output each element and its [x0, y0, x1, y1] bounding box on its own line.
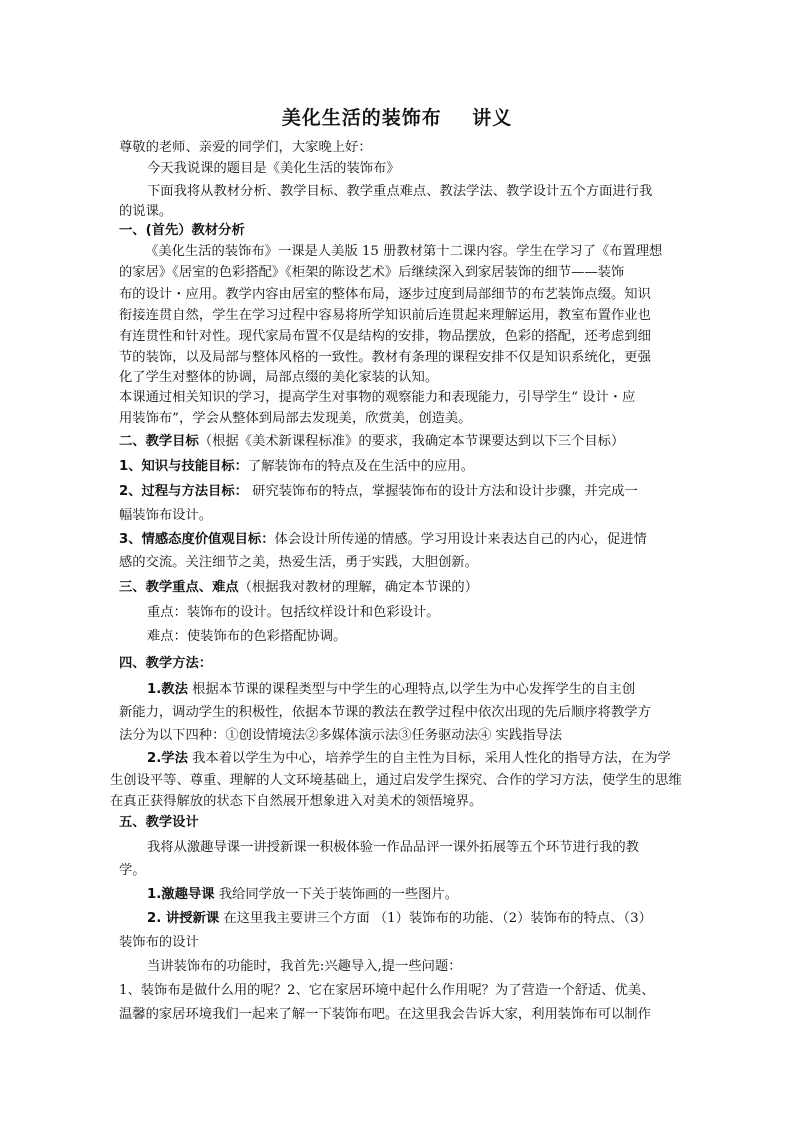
document-title: 美化生活的装饰布 讲义 — [281, 107, 513, 129]
analysis-line-8: 本课通过相关知识的学习，提高学生对事物的观察能力和表现能力，引导学生“ 设计・应 — [119, 390, 636, 405]
method-2-cont-1: 生创设平等、尊重、理解的人文环境基础上，通过启发学生探究、合作的学习方法，使学生的思维 — [110, 773, 682, 788]
method-1-cont-2: 法分为以下四种：①创设情境法②多媒体演示法③任务驱动法④ 实践指导法 — [119, 728, 563, 743]
design-step-1-text: 我给同学放一下关于装饰画的一些图片。 — [214, 887, 459, 902]
analysis-line-2: 的家居》《居室的色彩搭配》《柜架的陈设艺术》后继续深入到家居装饰的细节——装饰 — [119, 265, 625, 280]
design-step-2-cont: 装饰布的设计 — [119, 935, 199, 950]
design-intro-2: 学。 — [119, 863, 146, 878]
method-2-text: 我本着以学生为中心，培养学生的自主性为目标，采用人性化的指导方法，在为学 — [187, 751, 671, 766]
method-2-label: 2.学法 — [147, 751, 188, 766]
section-heading-4: 四、教学方法： — [119, 656, 213, 671]
design-step-2-label: 2. 讲授新课 — [147, 911, 220, 926]
key-point: 重点：装饰布的设计。包括纹样设计和色彩设计。 — [147, 605, 440, 620]
method-1-text: 根据本节课的课程类型与中学生的心理特点,以学生为中心发挥学生的自主创 — [187, 682, 636, 697]
method-1 — [147, 681, 635, 699]
goal-2-text: 研究装饰布的特点，掌握装饰布的设计方法和设计步骤，并完成一 — [247, 484, 638, 499]
method-1-label: 1.教法 — [147, 682, 188, 697]
design-intro-1: 我将从激趣导课一讲授新课一积极体验一作品品评一课外拓展等五个环节进行我的教 — [147, 840, 639, 855]
intro-line-2: 的说课。 — [119, 204, 173, 219]
method-2-cont-2: 在真正获得解放的状态下自然展开想象进入对美术的领悟境界。 — [110, 794, 483, 809]
section-heading-1: 一、(首先）教材分析 — [119, 223, 245, 238]
section-heading-2 — [119, 433, 624, 451]
hard-point: 难点：使装饰布的色彩搭配协调。 — [147, 629, 347, 644]
greeting: 尊敬的老师、亲爱的同学们，大家晚上好： — [119, 140, 372, 155]
analysis-line-6: 节的装饰，以及局部与整体风格的一致性。教材有条理的课程安排不仅是知识系统化，更强 — [119, 350, 651, 365]
intro-line-1: 下面我将从教材分析、教学目标、教学重点难点、教法学法、教学设计五个方面进行我 — [147, 184, 653, 199]
analysis-line-7: 化了学生对整体的协调，局部点缀的美化家装的认知。 — [119, 370, 439, 385]
goal-2-cont: 幅装饰布设计。 — [119, 508, 213, 523]
analysis-line-5: 有连贯性和针对性。现代家局布置不仅是结构的安排，物品摆放，色彩的搭配，还考虑到细 — [119, 329, 651, 344]
goal-1 — [119, 458, 474, 476]
goal-3-cont: 感的交流。关注细节之美，热爱生活，勇于实践，大胆创新。 — [119, 555, 479, 570]
design-step-1-label: 1.激趣导课 — [147, 887, 215, 902]
goal-1-label: 1、知识与技能目标： — [119, 459, 248, 474]
goal-2 — [119, 483, 638, 501]
analysis-line-4: 衔接连贯自然，学生在学习过程中容易将所学知识前后连贯起来理解运用，教室布置作业也 — [119, 308, 651, 323]
goal-3-label: 3、情感态度价值观目标： — [119, 532, 275, 547]
section-heading-2-note: （根据《美术新课程标准》的要求，我确定本节课要达到以下三个目标） — [198, 434, 625, 449]
section-heading-3 — [119, 579, 478, 597]
section-heading-5: 五、教学设计 — [119, 815, 199, 830]
section-heading-2-bold: 二、教学目标 — [119, 434, 199, 449]
design-step-2 — [147, 910, 652, 928]
analysis-line-1: 《美化生活的装饰布》一课是人美版 15 册教材第十二课内容。学生在学习了《布置理想 — [145, 244, 663, 259]
topic-line: 今天我说课的题目是《美化生活的装饰布》 — [147, 161, 400, 176]
goal-3 — [119, 531, 647, 549]
goal-2-label: 2、过程与方法目标： — [119, 484, 248, 499]
question-line-2: 温馨的家居环境我们一起来了解一下装饰布吧。在这里我会告诉大家，利用装饰布可以制作 — [119, 1007, 651, 1022]
section-heading-3-note: （根据我对教材的理解，确定本节课的） — [238, 580, 479, 595]
method-1-cont-1: 新能力，调动学生的积极性，依据本节课的教法在教学过程中依次出现的先后顺序将教学方 — [119, 705, 651, 720]
section-heading-3-bold: 三、教学重点、难点 — [119, 580, 239, 595]
design-function-line: 当讲装饰布的功能时，我首先:兴趣导入,提一些问题： — [147, 959, 462, 974]
analysis-line-3: 布的设计・应用。教学内容由居室的整体布局，逐步过度到局部细节的布艺装饰点缀。知识 — [119, 287, 651, 302]
analysis-line-9: 用装饰布”，学会从整体到局部去发现美，欣赏美，创造美。 — [119, 411, 472, 426]
question-line-1: 1、装饰布是做什么用的呢？2、它在家居环境中起什么作用呢？为了营造一个舒适、优美、 — [119, 983, 655, 998]
goal-3-text: 体会设计所传递的情感。学习用设计来表达自己的内心，促进情 — [274, 532, 647, 547]
goal-1-text: 了解装饰布的特点及在生活中的应用。 — [247, 459, 474, 474]
design-step-2-text: 在这里我主要讲三个方面 （1）装饰布的功能、（2）装饰布的特点、（3） — [219, 911, 652, 926]
design-step-1 — [147, 886, 458, 904]
method-2 — [147, 750, 671, 768]
